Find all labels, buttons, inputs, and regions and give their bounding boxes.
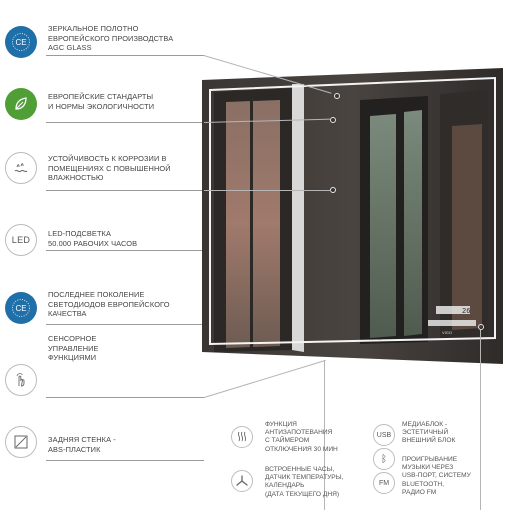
bottom-feature-line: ДАТЧИК ТЕМПЕРАТУРЫ,: [265, 474, 344, 482]
leader-line: [204, 190, 331, 191]
divider: [46, 122, 204, 123]
divider: [46, 460, 204, 461]
icon-glyph: USB: [376, 431, 392, 439]
bottom-feature-line: ОТКЛЮЧЕНИЯ 30 МИН: [265, 445, 338, 453]
clock-digits: 26: [462, 308, 471, 316]
feature-line: И НОРМЫ ЭКОЛОГИЧНОСТИ: [48, 101, 155, 111]
icon-glyph: LED: [11, 235, 31, 245]
feature-line: ПОМЕЩЕНИЯХ С ПОВЫШЕННОЙ: [48, 163, 171, 173]
reflected-view-far: [452, 124, 482, 330]
reflected-view-right-b: [404, 110, 422, 336]
bottom-feature-line: С ТАЙМЕРОМ: [265, 437, 310, 445]
feature-line: AGC GLASS: [48, 43, 92, 53]
ce-mark-icon: [5, 292, 37, 324]
feature-line: ЗЕРКАЛЬНОЕ ПОЛОТНО: [48, 24, 139, 33]
feature-line: ФУНКЦИЯМИ: [48, 353, 97, 363]
feature-text: [48, 435, 208, 454]
feature-text: [48, 290, 208, 319]
bottom-feature-text: [265, 421, 338, 454]
reflected-view-right-a: [370, 114, 396, 338]
icon-glyph: FM: [378, 479, 390, 487]
bottom-feature-line: КАЛЕНДАРЬ: [265, 482, 305, 490]
feature-text: [48, 334, 208, 363]
anti-fog-icon: [231, 426, 253, 448]
bottom-feature-text: [402, 456, 471, 497]
bottom-feature-line: ВСТРОЕННЫЕ ЧАСЫ,: [265, 466, 335, 473]
bottom-feature-line: (ДАТА ТЕКУЩЕГО ДНЯ): [265, 490, 340, 498]
separator-line: [480, 330, 481, 510]
divider: [46, 250, 204, 251]
ce-mark-icon: [5, 26, 37, 58]
bottom-feature-line: МУЗЫКИ ЧЕРЕЗ: [402, 464, 454, 472]
feature-line: СВЕТОДИОДОВ ЕВРОПЕЙСКОГО: [48, 299, 170, 309]
feature-text: [48, 229, 208, 248]
feature-text: [48, 92, 208, 111]
feature-line: ЕВРОПЕЙСКИЕ СТАНДАРТЫ: [48, 92, 154, 101]
divider: [46, 190, 204, 191]
feature-line: 50.000 РАБОЧИХ ЧАСОВ: [48, 238, 138, 248]
bottom-feature-line: ФУНКЦИЯ: [265, 421, 297, 428]
divider: [46, 55, 204, 56]
feature-line: ЕВРОПЕЙСКОГО ПРОИЗВОДСТВА: [48, 33, 174, 43]
bottom-feature-line: МЕДИАБЛОК -: [402, 421, 448, 428]
divider: [46, 324, 204, 325]
window-mullion: [250, 100, 253, 348]
feature-line: ABS-ПЛАСТИК: [48, 444, 101, 454]
feature-line: УСТОЙЧИВОСТЬ К КОРРОЗИИ В: [48, 154, 167, 163]
fm-radio-icon: [373, 472, 395, 494]
back-panel-icon: [5, 426, 37, 458]
bottom-feature-line: АНТИЗАПОТЕВАНИЯ: [265, 429, 333, 437]
mirror-image: [200, 66, 505, 366]
bottom-feature-line: ЭСТЕТИЧНЫЙ: [402, 429, 449, 437]
callout-dot: [478, 324, 484, 330]
bottom-feature-line: BLUETOOTH,: [402, 480, 445, 488]
fan-clock-icon: [231, 470, 253, 492]
feature-text: [48, 154, 208, 183]
humidity-icon: [5, 152, 37, 184]
led-icon: [5, 224, 37, 256]
feature-line: ПОСЛЕДНЕЕ ПОКОЛЕНИЕ: [48, 290, 145, 299]
bluetooth-icon: [373, 448, 395, 470]
mirror-svg: [200, 66, 505, 366]
icon-glyph: ᛒ: [381, 453, 387, 465]
bottom-feature-line: РАДИО FM: [402, 488, 437, 496]
icon-glyph: CE: [15, 304, 27, 313]
divider: [46, 397, 204, 398]
touch-hand-icon: [5, 364, 37, 396]
bottom-feature-line: ВНЕШНИЙ БЛОК: [402, 437, 456, 445]
feature-line: СЕНСОРНОЕ: [48, 334, 97, 343]
bottom-feature-text: [265, 466, 343, 499]
mirror-brand: VIGO: [442, 330, 453, 335]
usb-icon: [373, 424, 395, 446]
bottom-feature-line: ПРОИГРЫВАНИЕ: [402, 456, 458, 463]
feature-line: LED-ПОДСВЕТКА: [48, 229, 111, 238]
feature-line: ЗАДНЯЯ СТЕНКА -: [48, 435, 116, 444]
icon-glyph: CE: [15, 38, 27, 47]
feature-line: КАЧЕСТВА: [48, 309, 87, 319]
bottom-feature-line: USB-ПОРТ, СИСТЕМУ: [402, 472, 471, 480]
feature-text: [48, 24, 208, 53]
eco-leaf-icon: [5, 88, 37, 120]
feature-line: ВЛАЖНОСТЬЮ: [48, 173, 104, 183]
bottom-feature-text: [402, 421, 455, 446]
door-edge: [292, 84, 304, 352]
callout-dot: [334, 93, 340, 99]
feature-line: УПРАВЛЕНИЕ: [48, 343, 99, 353]
touch-controls-strip: [428, 320, 476, 326]
